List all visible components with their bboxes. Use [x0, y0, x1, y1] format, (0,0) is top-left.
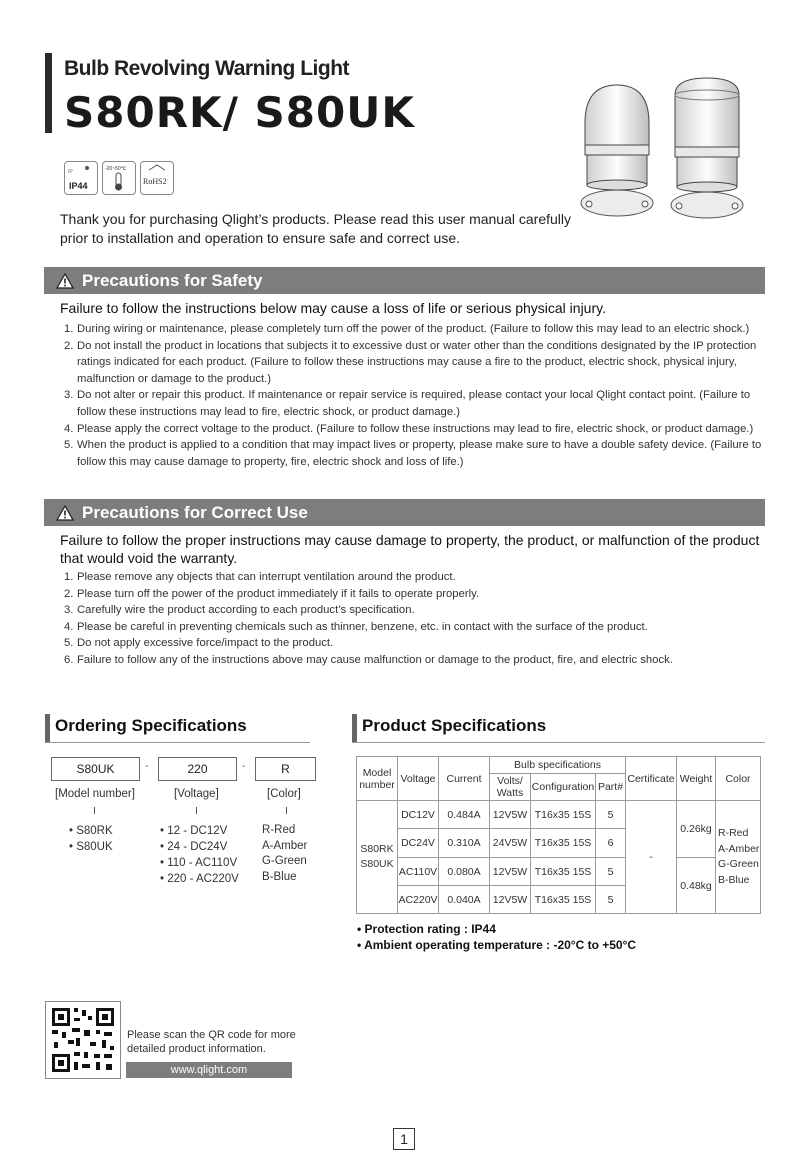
- list-item: [64, 586, 764, 603]
- model-option: • S80UK: [69, 841, 113, 853]
- ordering-underline: [45, 742, 310, 743]
- current-cell: 0.484A: [439, 801, 490, 829]
- current-cell: 0.080A: [439, 858, 490, 886]
- list-item: [64, 652, 764, 669]
- table-row: [357, 858, 761, 886]
- product-image: [575, 75, 775, 225]
- voltage-options: [160, 823, 239, 887]
- certification-icons: [64, 161, 174, 195]
- safety-heading: Precautions for Safety: [82, 270, 263, 290]
- item-text: Failure to follow any of the instructions above may cause malfunction or damage to the product, fire, and electric shock.: [77, 653, 673, 666]
- tick: [286, 807, 287, 814]
- header-voltage: Voltage: [398, 757, 439, 801]
- warning-icon: [56, 505, 74, 521]
- list-item: [64, 569, 764, 586]
- list-item: [64, 387, 764, 420]
- intro-text: Thank you for purchasing Qlight’s products. Please read this user manual carefully prior to installation and operation to ensure safe and correct use.: [60, 211, 572, 246]
- voltage-box: 220: [158, 757, 237, 781]
- volts-cell: 12V5W: [490, 886, 531, 914]
- current-cell: 0.040A: [439, 886, 490, 914]
- qr-caption: Please scan the QR code for more detailed product information.: [127, 1029, 296, 1055]
- item-number: 2.: [64, 587, 74, 600]
- header-bulb: Bulb specifications: [490, 757, 626, 774]
- color-cell: R-Red A-Amber G-Green B-Blue: [716, 801, 761, 914]
- item-number: 5.: [64, 637, 74, 650]
- item-number: 3.: [64, 604, 74, 617]
- header-model: Model number: [357, 757, 398, 801]
- separator: -: [242, 761, 246, 772]
- item-number: 1.: [64, 571, 74, 583]
- certificate-cell: -: [626, 801, 677, 914]
- part-cell: 5: [596, 886, 626, 914]
- list-item: [64, 602, 764, 619]
- spec-notes: [357, 921, 636, 953]
- header-current: Current: [439, 757, 490, 801]
- website-link[interactable]: www.qlight.com: [126, 1062, 292, 1078]
- item-text: When the product is applied to a condition that may impact lives or property, please make sure to have a double safety device. (Failure to follow this may cause damage to property, fire, electric shock and loss of life.): [77, 439, 762, 468]
- rohs-icon: [140, 161, 174, 195]
- tick: [94, 807, 95, 814]
- correct-use-heading: Precautions for Correct Use: [82, 502, 308, 522]
- weight-cell: 0.26kg: [677, 801, 716, 858]
- voltage-cell: AC110V: [398, 858, 439, 886]
- config-cell: T16x35 15S: [531, 801, 596, 829]
- config-cell: T16x35 15S: [531, 886, 596, 914]
- temperature-icon: [102, 161, 136, 195]
- header-weight: Weight: [677, 757, 716, 801]
- item-text: Do not apply excessive force/impact to the product.: [77, 637, 334, 650]
- item-number: 4.: [64, 620, 74, 633]
- ip44-label: IP44: [69, 181, 88, 191]
- item-text: Please turn off the power of the product immediately if it fails to operate properly.: [77, 587, 480, 600]
- voltage-option: • 220 - AC220V: [160, 873, 239, 885]
- qr-code: [45, 1001, 121, 1079]
- voltage-option: • 12 - DC12V: [160, 825, 228, 837]
- header-part: Part#: [596, 774, 626, 801]
- list-item: [64, 421, 764, 438]
- header-volts-watts: Volts/ Watts: [490, 774, 531, 801]
- item-number: 6.: [64, 653, 74, 666]
- page-number: 1: [393, 1128, 415, 1150]
- color-label: [Color]: [267, 788, 301, 800]
- color-option: B-Blue: [262, 870, 297, 883]
- item-text: Please apply the correct voltage to the product. (Failure to follow these instructions may lead to fire, electric shock, or product damage.): [77, 422, 754, 435]
- safety-section-header: [44, 267, 765, 294]
- page-title: S80RK/ S80UK: [64, 88, 415, 137]
- item-text: During wiring or maintenance, please completely turn off the power of the product. (Failure to follow this may lead to an electric shock.): [77, 323, 750, 335]
- part-cell: 5: [596, 858, 626, 886]
- list-item: [64, 619, 764, 636]
- protection-rating: • Protection rating : IP44: [357, 922, 496, 936]
- list-item: [64, 338, 764, 388]
- color-box: R: [255, 757, 316, 781]
- item-text: Please remove any objects that can interrupt ventilation around the product.: [77, 571, 456, 583]
- model-options: [69, 823, 113, 855]
- item-text: Do not alter or repair this product. If maintenance or repair service is required, please contact your local Qlight contact point. (Failure to follow these instructions may lead to fire, electric shock, or product damage.): [77, 389, 751, 418]
- color-option: R-Red: [262, 824, 296, 836]
- color-options: [262, 823, 307, 885]
- item-number: 1.: [64, 323, 74, 335]
- current-cell: 0.310A: [439, 829, 490, 858]
- product-heading: [362, 716, 546, 736]
- ordering-heading: [55, 716, 247, 736]
- voltage-cell: AC220V: [398, 886, 439, 914]
- item-number: 4.: [64, 422, 74, 435]
- heading-marker: [352, 714, 357, 742]
- model-option: • S80RK: [69, 825, 113, 837]
- rohs-label: RoHS2: [143, 177, 167, 186]
- tick: [196, 807, 197, 814]
- volts-cell: 12V5W: [490, 801, 531, 829]
- heading-marker: [45, 714, 50, 742]
- config-cell: T16x35 15S: [531, 858, 596, 886]
- model-cell: S80RK S80UK: [357, 801, 398, 914]
- model-number-label: [Model number]: [55, 788, 135, 800]
- correct-use-lead: Failure to follow the proper instructions may cause damage to property, the product, or malfunction of the product that would void the warranty.: [60, 532, 760, 566]
- model-number-box: S80UK: [51, 757, 140, 781]
- color-option: A-Amber: [262, 839, 308, 852]
- header-color: Color: [716, 757, 761, 801]
- voltage-cell: DC12V: [398, 801, 439, 829]
- product-heading-text: Product Specifications: [362, 716, 547, 735]
- color-option: G-Green: [262, 855, 307, 867]
- header-configuration: Configuration: [531, 774, 596, 801]
- title-accent-bar: [45, 53, 52, 133]
- list-item: [64, 321, 764, 338]
- part-cell: 5: [596, 801, 626, 829]
- product-underline: [352, 742, 765, 743]
- warning-icon: [56, 273, 74, 289]
- item-text: Do not install the product in locations that subjects it to excessive dust or water other than the conditions designated by the IP protection ratings indicated for each product. (Failure to follow these instructions may cause a fire to the product, electric shock, physical injury, malfunction or damage to the product.): [77, 339, 757, 385]
- item-number: 3.: [64, 389, 74, 402]
- volts-cell: 24V5W: [490, 829, 531, 858]
- item-text: Carefully wire the product according to each product’s specification.: [77, 604, 415, 617]
- voltage-label: [Voltage]: [174, 788, 219, 800]
- safety-lead: Failure to follow the instructions below may cause a loss of life or serious physical injury.: [60, 300, 606, 316]
- list-item: [64, 437, 764, 470]
- safety-list: [64, 321, 764, 470]
- config-cell: T16x35 15S: [531, 829, 596, 858]
- item-number: 5.: [64, 439, 74, 452]
- product-spec-table: [356, 756, 761, 914]
- item-number: 2.: [64, 339, 74, 352]
- correct-use-section-header: [44, 499, 765, 526]
- ordering-heading-text: Ordering Specifications: [55, 716, 247, 735]
- part-cell: 6: [596, 829, 626, 858]
- separator: -: [145, 761, 149, 772]
- voltage-option: • 110 - AC110V: [160, 857, 238, 869]
- item-text: Please be careful in preventing chemicals such as thinner, benzene, etc. in contact with the surface of the product.: [77, 620, 648, 633]
- page-subtitle: Bulb Revolving Warning Light: [64, 57, 350, 80]
- ip44-icon: [64, 161, 98, 195]
- correct-use-list: [64, 569, 764, 669]
- weight-cell: 0.48kg: [677, 858, 716, 914]
- svg-text:IP: IP: [68, 169, 73, 175]
- header-certificate: Certificate: [626, 757, 677, 801]
- list-item: [64, 635, 764, 652]
- temperature-label: -20~50℃: [105, 166, 127, 172]
- table-row: [357, 801, 761, 829]
- voltage-option: • 24 - DC24V: [160, 841, 228, 853]
- volts-cell: 12V5W: [490, 858, 531, 886]
- voltage-cell: DC24V: [398, 829, 439, 858]
- ambient-temperature: • Ambient operating temperature : -20°C to +50°C: [357, 938, 637, 952]
